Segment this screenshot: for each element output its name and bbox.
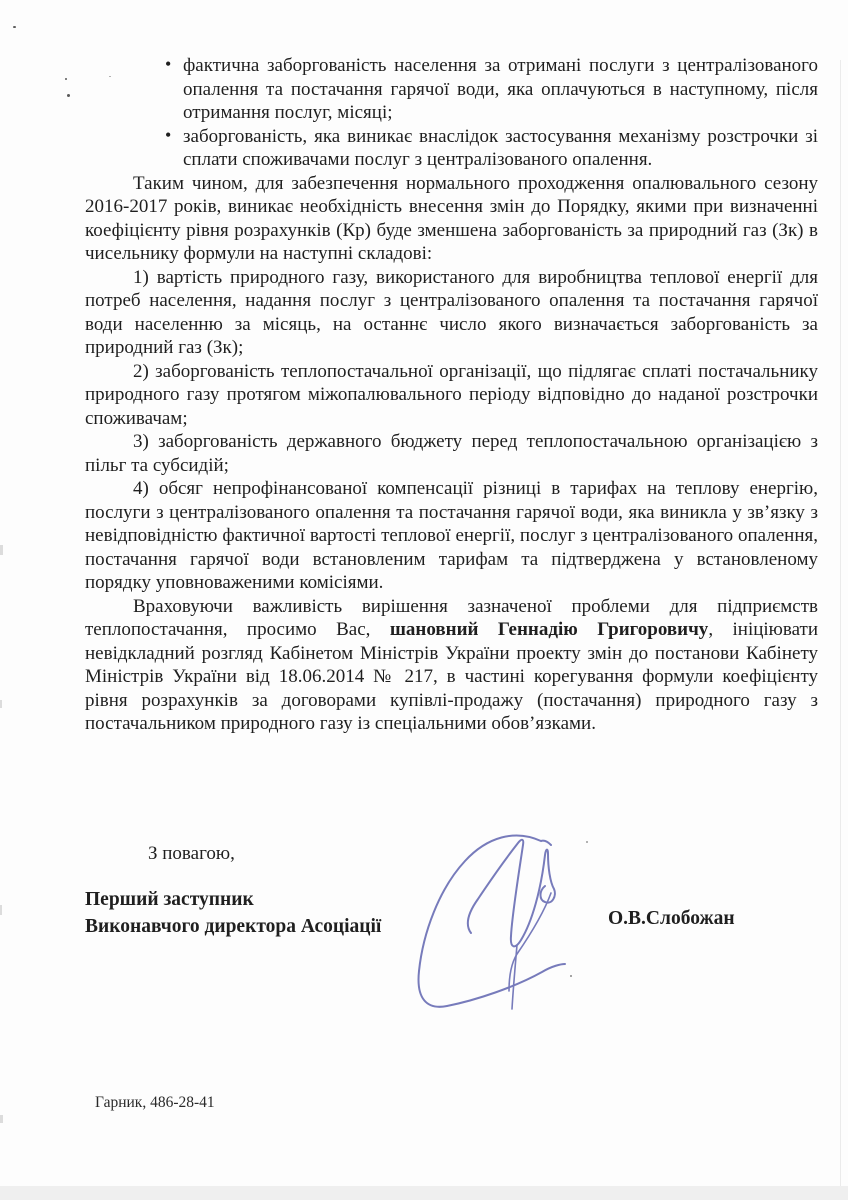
- closing-text-before: Враховуючи важливість вирішення зазначеної проблеми для підприємств теплопостачання, просимо Вас,: [85, 595, 818, 640]
- scan-speck: [13, 26, 16, 28]
- page-edge-shadow: [840, 60, 841, 1186]
- bullet-text: заборгованість, яка виникає внаслідок застосування механізму розстрочки зі сплати споживачами послуг з централізованого опалення.: [183, 125, 818, 170]
- scan-speck: [109, 76, 111, 77]
- bullet-list: [165, 54, 818, 172]
- scan-edge-mark: [0, 545, 3, 555]
- signer-name: О.В.Слобожан: [608, 908, 735, 929]
- signer-title-line1: Перший заступник: [85, 889, 254, 910]
- scan-speck: [67, 94, 70, 97]
- handwritten-signature-ink: [393, 823, 593, 1033]
- scan-speck: [65, 78, 67, 80]
- letter-body: [85, 54, 818, 736]
- bullet-icon: •: [165, 124, 172, 145]
- bullet-icon: •: [165, 54, 172, 74]
- closing-text-after: , ініціювати невідкладний розгляд Кабінетом Міністрів України проекту змін до постанови Кабінету Міністрів України від 18.06.2014 № 217, в частині корегування формули коефіцієнту рівня розрахунків за договорами купівлі-продажу (постачання) природного газу з постачальником природного газу із спеціальними обов’язками.: [85, 619, 818, 734]
- signer-title: [85, 886, 381, 940]
- numbered-item-1: 1) вартість природного газу, використаного для виробництва теплової енергії для потреб населення, надання послуг з централізованого опалення та постачання гарячої води населенню за місяць, на останнє число якого визначається заборгованість за природний газ (Зк);: [85, 266, 818, 358]
- paragraph-thus: Таким чином, для забезпечення нормального проходження опалювального сезону 2016-2017 років, виникає необхідність внесення змін до Порядку, якими при визначенні коефіцієнту рівня розрахунків (Кр) буде зменшена заборгованість за природний газ (Зк) в чисельнику формули на наступні складові:: [85, 172, 818, 264]
- numbered-item-2: 2) заборгованість теплопостачальної організації, що підлягає сплаті постачальнику природного газу протягом міжопалювального періоду відповідно до наданої розстрочки споживачам;: [85, 360, 818, 429]
- list-item: [165, 124, 818, 172]
- numbered-item-3: 3) заборгованість державного бюджету перед теплопостачальною організацією з пільг та субсидій;: [85, 431, 818, 476]
- signer-title-line2: Виконавчого директора Асоціації: [85, 916, 382, 937]
- bullet-text: фактична заборгованість населення за отримані послуги з централізованого опалення та постачання гарячої води, яка оплачуються в наступному, після отримання послуг, місяці;: [183, 55, 818, 123]
- numbered-item-4: 4) обсяг непрофінансованої компенсації різниці в тарифах на теплову енергію, послуги з централізованого опалення та постачання гарячої води, яка виникла у зв’язку з невідповідністю фактичної вартості теплової енергії, послуг з централізованого опалення, постачання гарячої води встановленим тарифам та підтверджена у встановленому порядку уповноваженими комісіями.: [85, 478, 818, 593]
- valediction: З повагою,: [148, 843, 235, 864]
- closing-paragraph: [85, 595, 818, 736]
- scan-speck: [570, 975, 572, 977]
- scan-speck: [586, 841, 588, 843]
- scan-edge-mark: [0, 700, 2, 708]
- scan-bottom-band: [0, 1186, 848, 1200]
- scan-edge-mark: [0, 905, 2, 915]
- addressee-name-bold: шановний Геннадію Григоровичу: [389, 619, 709, 640]
- scan-edge-mark: [0, 1115, 3, 1123]
- footer-reference: Гарник, 486-28-41: [95, 1094, 215, 1111]
- list-item: [165, 54, 818, 125]
